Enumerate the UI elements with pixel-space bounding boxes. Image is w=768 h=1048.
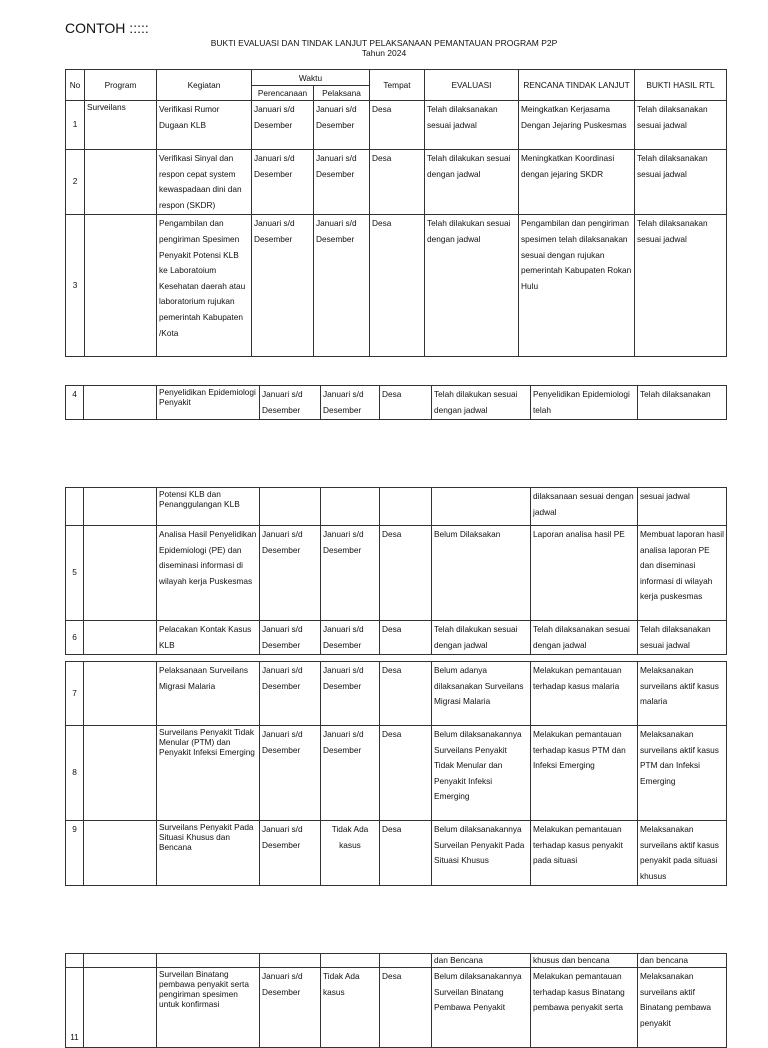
cell-kegiatan: Analisa Hasil Penyelidikan Epidemiologi (PE) dan diseminasi informasi di wilayah kerja Puskesmas	[157, 526, 260, 621]
col-header-kegiatan: Kegiatan	[157, 70, 252, 101]
col-header-program: Program	[85, 70, 157, 101]
cell-bukti: Melaksanakan surveilans aktif kasus malaria	[638, 662, 727, 726]
cell-tempat: Desa	[380, 662, 432, 726]
cell-kegiatan: Surveilans Penyakit Pada Situasi Khusus dan Bencana	[157, 821, 260, 886]
evaluation-table-page2-top	[65, 487, 727, 655]
cell-kegiatan: Surveilan Binatang pembawa penyakit serta pengiriman spesimen untuk konfirmasi	[157, 968, 260, 1048]
cell-rencana: Telah dilaksanakan sesuai dengan jadwal	[531, 621, 638, 655]
evaluation-table-page2-bottom	[65, 661, 727, 886]
page-label: CONTOH :::::	[65, 20, 149, 36]
cell-no: 9	[66, 821, 84, 886]
cell-program	[84, 968, 157, 1048]
cell-perencanaan: Januari s/d Desember	[252, 101, 314, 150]
cell-no: 5	[66, 526, 84, 621]
cell-tempat: Desa	[380, 386, 432, 420]
cell-perencanaan: Januari s/d Desember	[260, 726, 321, 821]
cell-kegiatan: Pelacakan Kontak Kasus KLB	[157, 621, 260, 655]
cell-evaluasi: Telah dilakukan sesuai dengan jadwal	[432, 621, 531, 655]
cell-tempat: Desa	[380, 726, 432, 821]
cell-program	[84, 621, 157, 655]
cell-perencanaan: Januari s/d Desember	[260, 821, 321, 886]
col-header-evaluasi: EVALUASI	[425, 70, 519, 101]
cell-kegiatan: Penyelidikan Epidemiologi Penyakit	[157, 386, 260, 420]
cell-bukti: dan bencana	[638, 954, 727, 968]
col-header-bukti: BUKTI HASIL RTL	[635, 70, 727, 101]
cell-kegiatan: Pengambilan dan pengiriman Spesimen Penyakit Potensi KLB ke Laboratoium Kesehatan daerah atau laboratorium rujukan pemerintah Kabupaten /Kota	[157, 215, 252, 357]
cell-program	[84, 488, 157, 526]
cell-rencana: Meingkatkan Kerjasama Dengan Jejaring Puskesmas	[519, 101, 635, 150]
cell-program	[84, 726, 157, 821]
cell-evaluasi: Telah dilakukan sesuai dengan jadwal	[425, 150, 519, 215]
cell-program: Surveilans	[85, 101, 157, 150]
cell-rencana: Penyelidikan Epidemiologi telah	[531, 386, 638, 420]
cell-no: 7	[66, 662, 84, 726]
cell-evaluasi: Belum dilaksanakannya Surveilan Penyakit Pada Situasi Khusus	[432, 821, 531, 886]
table-row	[66, 215, 727, 357]
cell-no: 3	[66, 215, 85, 357]
cell-pelaksana: Tidak Ada kasus	[321, 968, 380, 1048]
cell-no: 2	[66, 150, 85, 215]
cell-kegiatan: Pelaksanaan Surveilans Migrasi Malaria	[157, 662, 260, 726]
cell-program	[84, 386, 157, 420]
table-row	[66, 954, 727, 968]
cell-program	[85, 215, 157, 357]
cell-evaluasi: Belum dilaksanakannya Surveilan Binatang Pembawa Penyakit	[432, 968, 531, 1048]
cell-rencana: Pengambilan dan pengiriman spesimen telah dilaksanakan sesuai dengan rujukan pemerintah Kabupaten Rokan Hulu	[519, 215, 635, 357]
cell-rencana: Melakukan pemantauan terhadap kasus penyakit pada situasi	[531, 821, 638, 886]
cell-kegiatan: Verifikasi Sinyal dan respon cepat system kewaspadaan dini dan respon (SKDR)	[157, 150, 252, 215]
cell-bukti: Membuat laporan hasil analisa laporan PE dan diseminasi informasi di wilayah kerja puskesmas	[638, 526, 727, 621]
cell-tempat	[380, 488, 432, 526]
table-row	[66, 821, 727, 886]
cell-program	[84, 954, 157, 968]
col-header-tempat: Tempat	[370, 70, 425, 101]
cell-pelaksana: Januari s/d Desember	[314, 150, 370, 215]
cell-pelaksana	[321, 488, 380, 526]
cell-perencanaan: Januari s/d Desember	[252, 215, 314, 357]
cell-evaluasi: Telah dilaksanakan sesuai jadwal	[425, 101, 519, 150]
cell-bukti: Telah dilaksanakan	[638, 386, 727, 420]
cell-bukti: sesuai jadwal	[638, 488, 727, 526]
cell-kegiatan: Verifikasi Rumor Dugaan KLB	[157, 101, 252, 150]
cell-evaluasi: Belum dilaksanakannya Surveilans Penyakit Tidak Menular dan Penyakit Infeksi Emerging	[432, 726, 531, 821]
cell-kegiatan	[157, 954, 260, 968]
cell-pelaksana: Januari s/d Desember	[314, 101, 370, 150]
cell-bukti: Melaksanakan surveilans aktif Binatang pembawa penyakit	[638, 968, 727, 1048]
cell-bukti: Melaksanakan surveilans aktif kasus PTM dan Infeksi Emerging	[638, 726, 727, 821]
cell-pelaksana: Januari s/d Desember	[321, 726, 380, 821]
cell-no: 1	[66, 101, 85, 150]
table-row	[66, 386, 727, 420]
table-row	[66, 621, 727, 655]
cell-program	[85, 150, 157, 215]
cell-no: 8	[66, 726, 84, 821]
cell-perencanaan: Januari s/d Desember	[260, 621, 321, 655]
cell-pelaksana: Januari s/d Desember	[321, 662, 380, 726]
cell-rencana: dilaksanaan sesuai dengan jadwal	[531, 488, 638, 526]
col-header-perencanaan: Perencanaan	[252, 86, 314, 101]
cell-tempat: Desa	[370, 150, 425, 215]
cell-pelaksana: Januari s/d Desember	[321, 386, 380, 420]
cell-evaluasi: Belum adanya dilaksanakan Surveilans Migrasi Malaria	[432, 662, 531, 726]
cell-tempat: Desa	[370, 215, 425, 357]
document-title	[0, 38, 768, 58]
cell-no	[66, 954, 84, 968]
cell-rencana: khusus dan bencana	[531, 954, 638, 968]
table-row	[66, 488, 727, 526]
col-header-pelaksana: Pelaksana	[314, 86, 370, 101]
cell-tempat: Desa	[380, 621, 432, 655]
cell-no: 4	[66, 386, 84, 420]
evaluation-table-page1	[65, 69, 727, 357]
cell-evaluasi: Telah dilakukan sesuai dengan jadwal	[425, 215, 519, 357]
cell-tempat: Desa	[380, 968, 432, 1048]
cell-program	[84, 821, 157, 886]
cell-perencanaan: Januari s/d Desember	[260, 968, 321, 1048]
table-row	[66, 150, 727, 215]
cell-bukti: Melaksanakan surveilans aktif kasus penyakit pada situasi khusus	[638, 821, 727, 886]
cell-kegiatan: Surveilans Penyakit Tidak Menular (PTM) dan Penyakit Infeksi Emerging	[157, 726, 260, 821]
title-line-2: Tahun 2024	[361, 48, 407, 58]
cell-bukti: Telah dilaksanakan sesuai jadwal	[635, 101, 727, 150]
cell-pelaksana: Januari s/d Desember	[321, 621, 380, 655]
cell-rencana: Melakukan pemantauan terhadap kasus malaria	[531, 662, 638, 726]
cell-no: 6	[66, 621, 84, 655]
cell-perencanaan: Januari s/d Desember	[260, 662, 321, 726]
cell-rencana: Melakukan pemantauan terhadap kasus PTM dan Infeksi Emerging	[531, 726, 638, 821]
cell-rencana: Meningkatkan Koordinasi dengan jejaring SKDR	[519, 150, 635, 215]
cell-evaluasi: Belum Dilaksakan	[432, 526, 531, 621]
cell-perencanaan: Januari s/d Desember	[252, 150, 314, 215]
cell-perencanaan: Januari s/d Desember	[260, 526, 321, 621]
cell-program	[84, 662, 157, 726]
table-row	[66, 101, 727, 150]
cell-pelaksana	[321, 954, 380, 968]
cell-pelaksana: Tidak Ada kasus	[321, 821, 380, 886]
cell-evaluasi: Telah dilakukan sesuai dengan jadwal	[432, 386, 531, 420]
evaluation-table-page3	[65, 953, 727, 1048]
cell-bukti: Telah dilaksanakan sesuai jadwal	[638, 621, 727, 655]
cell-bukti: Telah dilaksanakan sesuai jadwal	[635, 150, 727, 215]
cell-kegiatan: Potensi KLB dan Penanggulangan KLB	[157, 488, 260, 526]
cell-tempat: Desa	[380, 526, 432, 621]
cell-evaluasi: dan Bencana	[432, 954, 531, 968]
cell-perencanaan: Januari s/d Desember	[260, 386, 321, 420]
cell-program	[84, 526, 157, 621]
cell-rencana: Laporan analisa hasil PE	[531, 526, 638, 621]
cell-tempat: Desa	[380, 821, 432, 886]
cell-no: 11	[66, 968, 84, 1048]
cell-tempat: Desa	[370, 101, 425, 150]
cell-perencanaan	[260, 488, 321, 526]
evaluation-table-fragment	[65, 385, 727, 420]
cell-pelaksana: Januari s/d Desember	[321, 526, 380, 621]
cell-bukti: Telah dilaksanakan sesuai jadwal	[635, 215, 727, 357]
title-line-1: BUKTI EVALUASI DAN TINDAK LANJUT PELAKSANAAN PEMANTAUAN PROGRAM P2P	[210, 38, 558, 48]
col-header-rencana: RENCANA TINDAK LANJUT	[519, 70, 635, 101]
table-row	[66, 526, 727, 621]
col-header-no: No	[66, 70, 85, 101]
table-row	[66, 726, 727, 821]
table-row	[66, 662, 727, 726]
cell-pelaksana: Januari s/d Desember	[314, 215, 370, 357]
col-header-waktu: Waktu	[252, 70, 370, 86]
table-row	[66, 968, 727, 1048]
cell-no	[66, 488, 84, 526]
cell-perencanaan	[260, 954, 321, 968]
cell-rencana: Melakukan pemantauan terhadap kasus Binatang pembawa penyakit serta	[531, 968, 638, 1048]
cell-evaluasi	[432, 488, 531, 526]
cell-tempat	[380, 954, 432, 968]
